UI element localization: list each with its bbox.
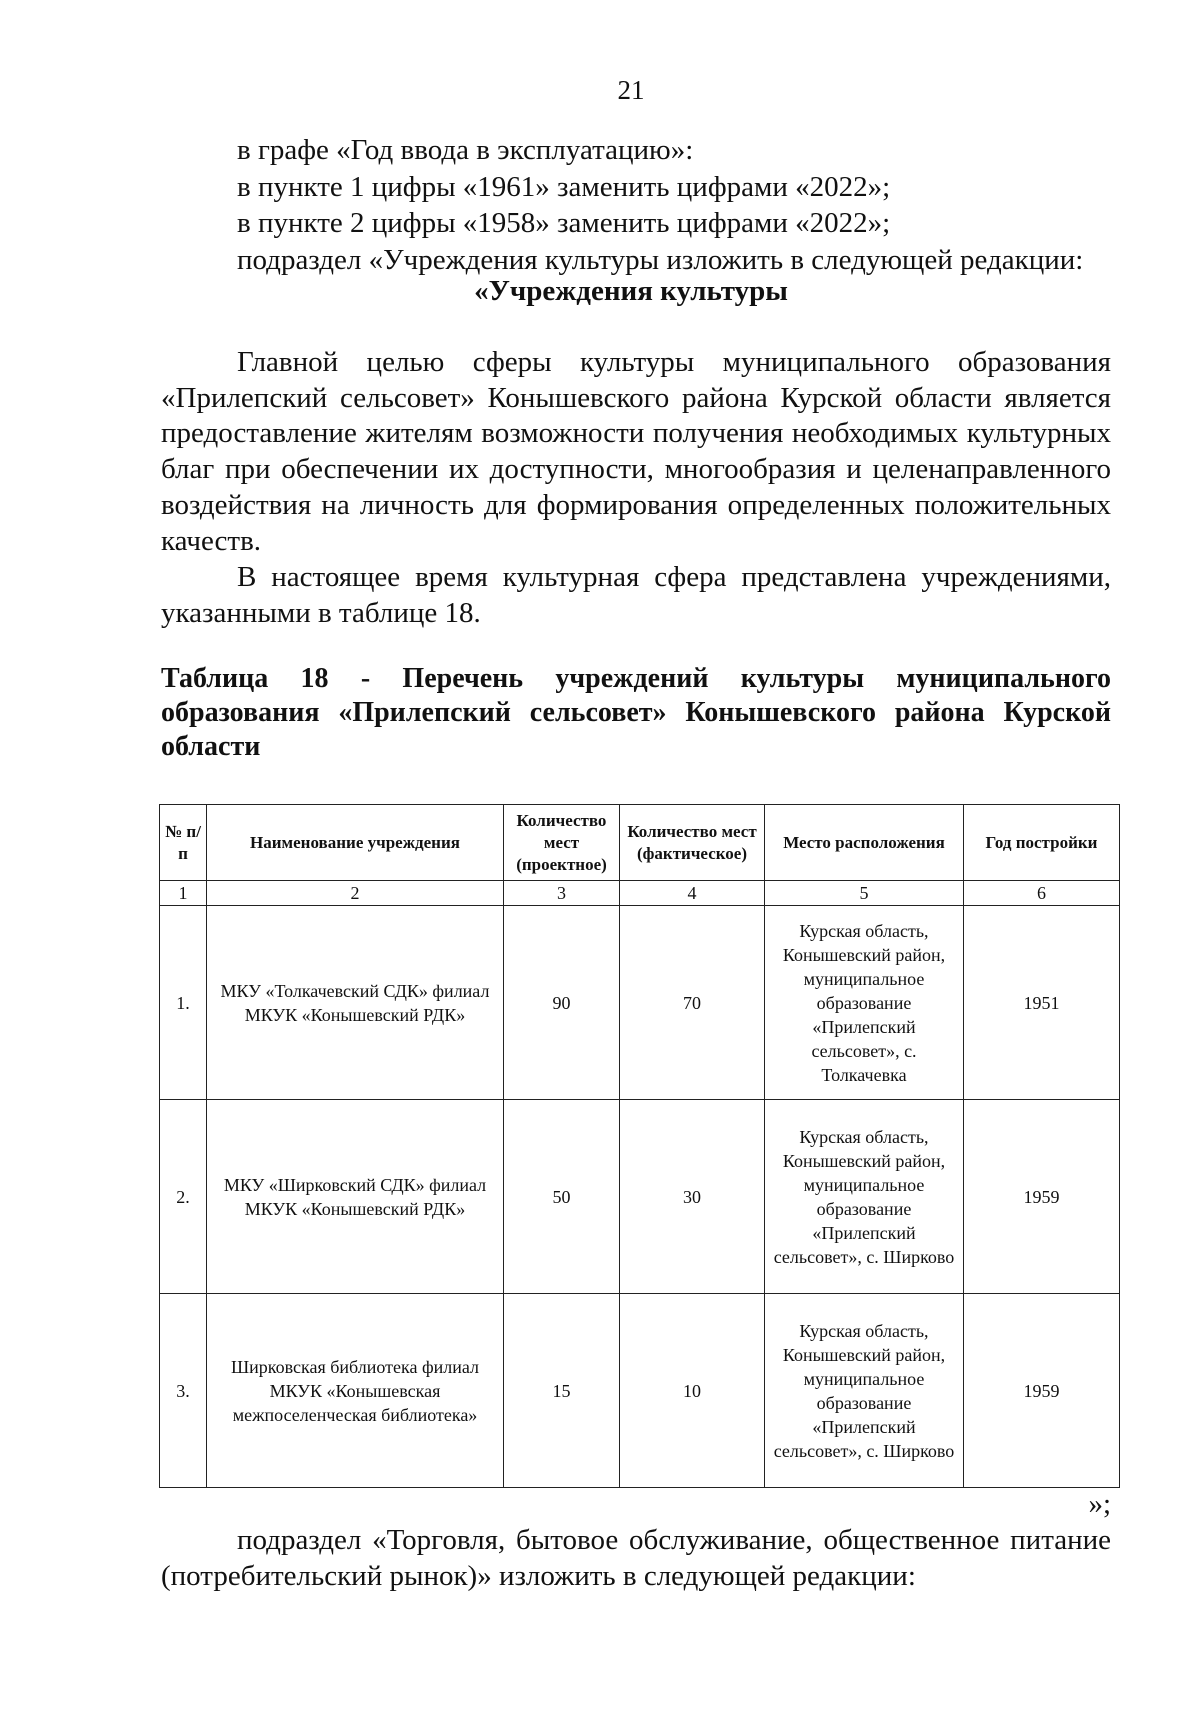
- paragraph-text: Главной целью сферы культуры муниципального образования «Прилепский сельсовет» Конышевского района Курской области является предоставление жителям возможности получения необходимых культурных благ при обеспечении их доступности, многообразия и целенаправленного воздействия на личность для формирования определенных положительных качеств.: [161, 346, 1111, 557]
- amendment-line: в графе «Год ввода в эксплуатацию»:: [237, 134, 694, 166]
- table-row: [160, 1294, 1120, 1488]
- table-row: [160, 1100, 1120, 1294]
- row-places-design: 90: [504, 906, 620, 1100]
- header-places-design: Количество мест (проектное): [504, 805, 620, 881]
- row-year: 1951: [964, 906, 1120, 1100]
- column-number: 6: [964, 881, 1120, 906]
- page-number: 21: [617, 75, 645, 105]
- row-places-design: 50: [504, 1100, 620, 1294]
- closing-block: [161, 1486, 1111, 1594]
- row-name: Ширковская библиотека филиал МКУК «Конышевская межпоселенческая библиотека»: [207, 1294, 504, 1488]
- header-places-actual: Количество мест (фактическое): [620, 805, 765, 881]
- row-num: 2.: [160, 1100, 207, 1294]
- amendment-line: подраздел «Учреждения культуры изложить в следующей редакции:: [237, 243, 1084, 276]
- column-number: 5: [765, 881, 964, 906]
- header-year: Год постройки: [964, 805, 1120, 881]
- row-name: МКУ «Ширковский СДК» филиал МКУК «Конышевский РДК»: [207, 1100, 504, 1294]
- header-location: Место расположения: [765, 805, 964, 881]
- header-name: Наименование учреждения: [207, 805, 504, 881]
- paragraph-goal: [161, 345, 1111, 559]
- row-places-actual: 70: [620, 906, 765, 1100]
- row-num: 3.: [160, 1294, 207, 1488]
- header-num: № п/п: [160, 805, 207, 881]
- column-number: 2: [207, 881, 504, 906]
- table-row: [160, 906, 1120, 1100]
- row-location: Курская область, Конышевский район, муниципальное образование «Прилепский сельсовет», с. Толкачевка: [765, 906, 964, 1100]
- row-year: 1959: [964, 1294, 1120, 1488]
- table-caption: Таблица 18 - Перечень учреждений культуры муниципального образования «Прилепский сельсовет» Конышевского района Курской области: [161, 663, 1111, 762]
- row-places-actual: 30: [620, 1100, 765, 1294]
- row-year: 1959: [964, 1100, 1120, 1294]
- row-name: МКУ «Толкачевский СДК» филиал МКУК «Конышевский РДК»: [207, 906, 504, 1100]
- table-header-row: [160, 805, 1120, 881]
- column-number: 1: [160, 881, 207, 906]
- closing-text: подраздел «Торговля, бытовое обслуживание, общественное питание (потребительский рынок)» изложить в следующей редакции:: [161, 1524, 1111, 1592]
- row-places-design: 15: [504, 1294, 620, 1488]
- row-num: 1.: [160, 906, 207, 1100]
- amendment-line: в пункте 1 цифры «1961» заменить цифрами «2022»;: [237, 170, 891, 203]
- column-number: 3: [504, 881, 620, 906]
- row-places-actual: 10: [620, 1294, 765, 1488]
- row-location: Курская область, Конышевский район, муниципальное образование «Прилепский сельсовет», с. Ширково: [765, 1100, 964, 1294]
- closing-quote: »;: [1088, 1488, 1111, 1520]
- column-number-row: [160, 881, 1120, 906]
- institutions-table: [159, 804, 1119, 1488]
- paragraph-text: В настоящее время культурная сфера представлена учреждениями, указанными в таблице 18.: [161, 561, 1111, 629]
- row-location: Курская область, Конышевский район, муниципальное образование «Прилепский сельсовет», с. Ширково: [765, 1294, 964, 1488]
- paragraph-current: [161, 560, 1111, 631]
- amendment-list: [237, 132, 1117, 278]
- column-number: 4: [620, 881, 765, 906]
- section-heading: «Учреждения культуры: [474, 275, 788, 307]
- amendment-line: в пункте 2 цифры «1958» заменить цифрами «2022»;: [237, 207, 891, 239]
